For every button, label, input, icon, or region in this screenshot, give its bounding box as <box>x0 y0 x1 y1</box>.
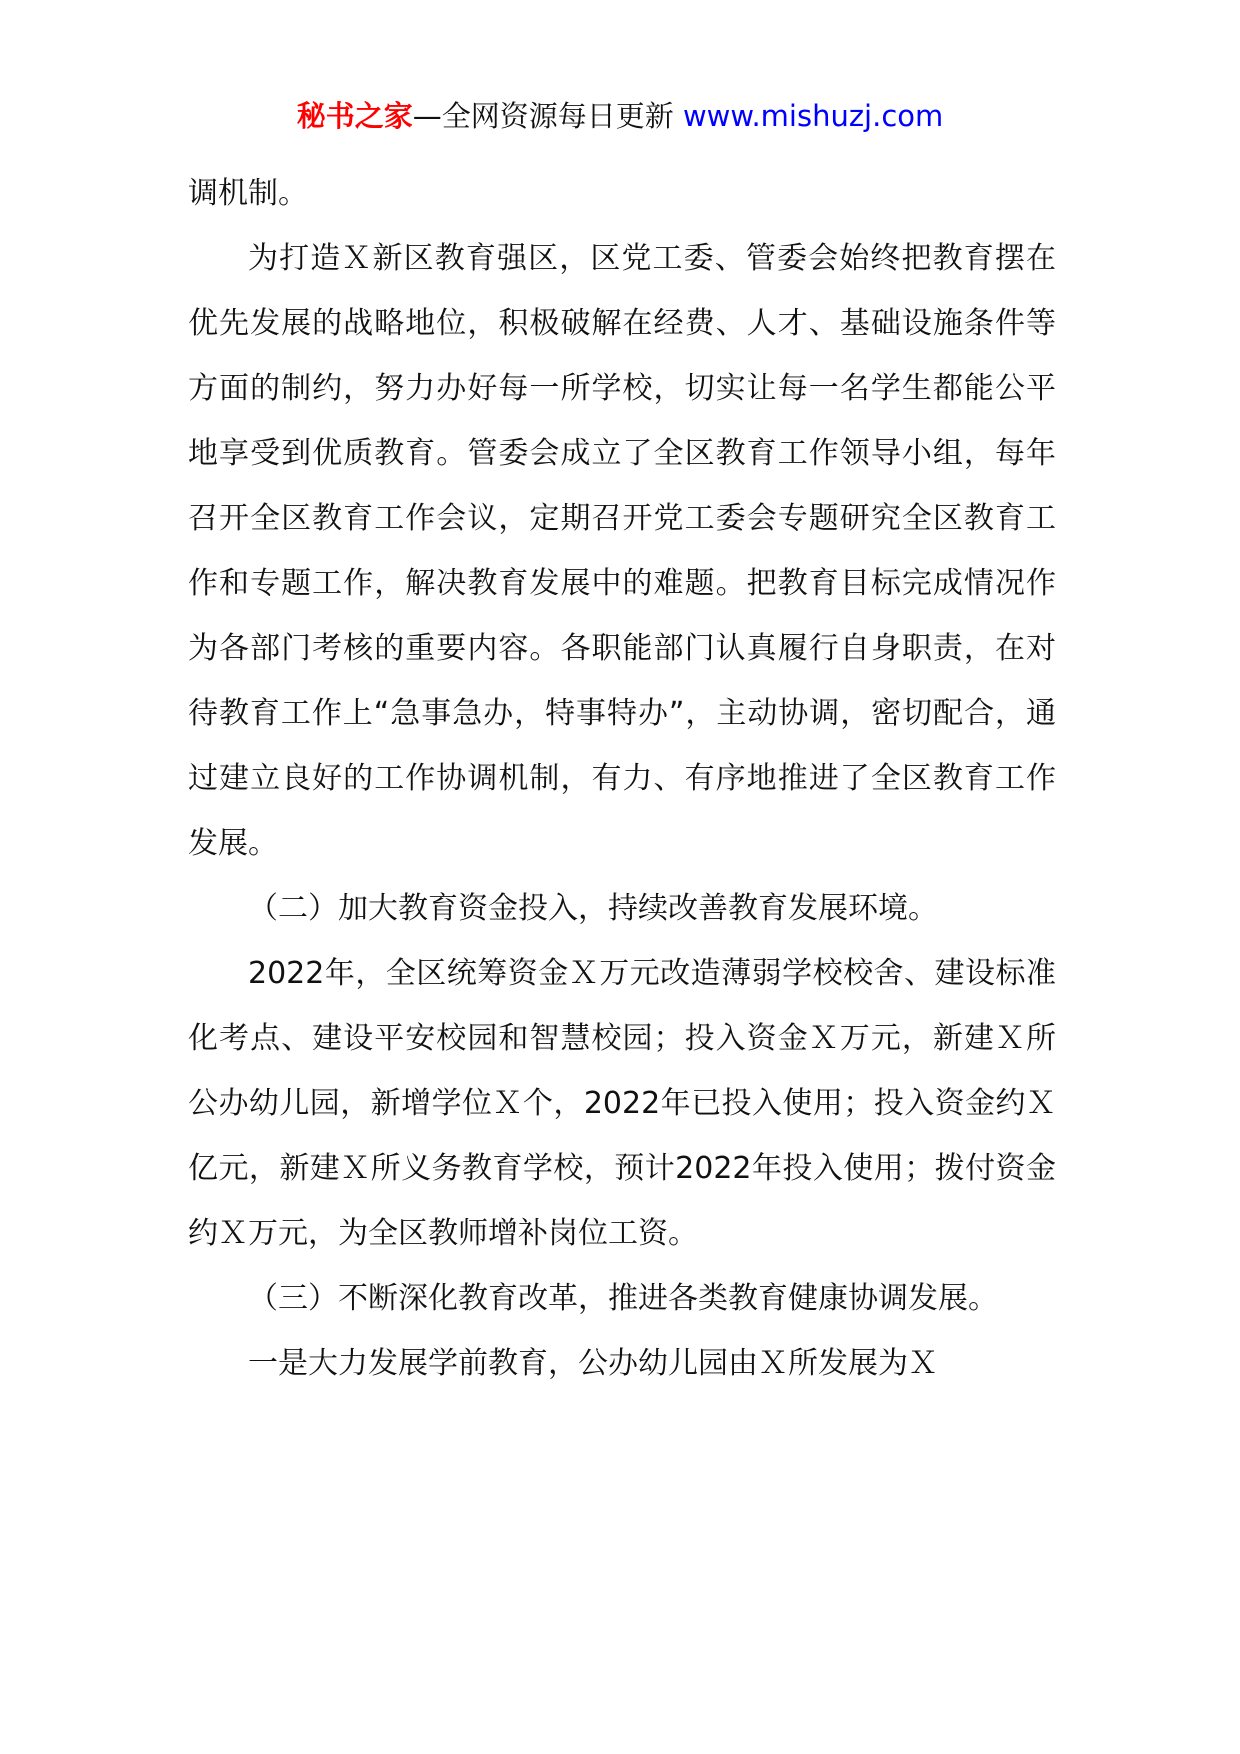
brand-name: 秘书之家 <box>296 99 413 133</box>
document-body <box>188 161 1056 1396</box>
paragraph-continuation: 调机制。 <box>188 176 308 211</box>
page-header <box>0 96 1240 136</box>
paragraph-education-strategy: 为打造Ｘ新区教育强区，区党工委、管委会始终把教育摆在优先发展的战略地位，积极破解在经费、人才、基础设施条件等方面的制约，努力办好每一所学校，切实让每一名学生都能公平地享受到优质教育。管委会成立了全区教育工作领导小组，每年召开全区教育工作会议，定期召开党工委会专题研究全区教育工作和专题工作，解决教育发展中的难题。把教育目标完成情况作为各部门考核的重要内容。各职能部门认真履行自身职责，在对待教育工作上“急事急办，特事特办”，主动协调，密切配合，通过建立良好的工作协调机制，有力、有序地推进了全区教育工作发展。 <box>188 241 1056 861</box>
paragraph-funding: 2022年，全区统筹资金Ｘ万元改造薄弱学校校舍、建设标准化考点、建设平安校园和智慧校园；投入资金Ｘ万元，新建Ｘ所公办幼儿园，新增学位Ｘ个，2022年已投入使用；投入资金约Ｘ亿元，新建Ｘ所义务教育学校，预计2022年投入使用；拨付资金约Ｘ万元，为全区教师增补岗位工资。 <box>188 956 1056 1251</box>
header-tagline: —全网资源每日更新 <box>412 99 674 133</box>
site-url[interactable]: www.mishuzj.com <box>682 99 944 133</box>
section-heading-2: （二）加大教育资金投入，持续改善教育发展环境。 <box>248 891 938 926</box>
paragraph-preschool: 一是大力发展学前教育，公办幼儿园由Ｘ所发展为Ｘ <box>248 1346 938 1381</box>
section-heading-3: （三）不断深化教育改革，推进各类教育健康协调发展。 <box>248 1281 998 1316</box>
